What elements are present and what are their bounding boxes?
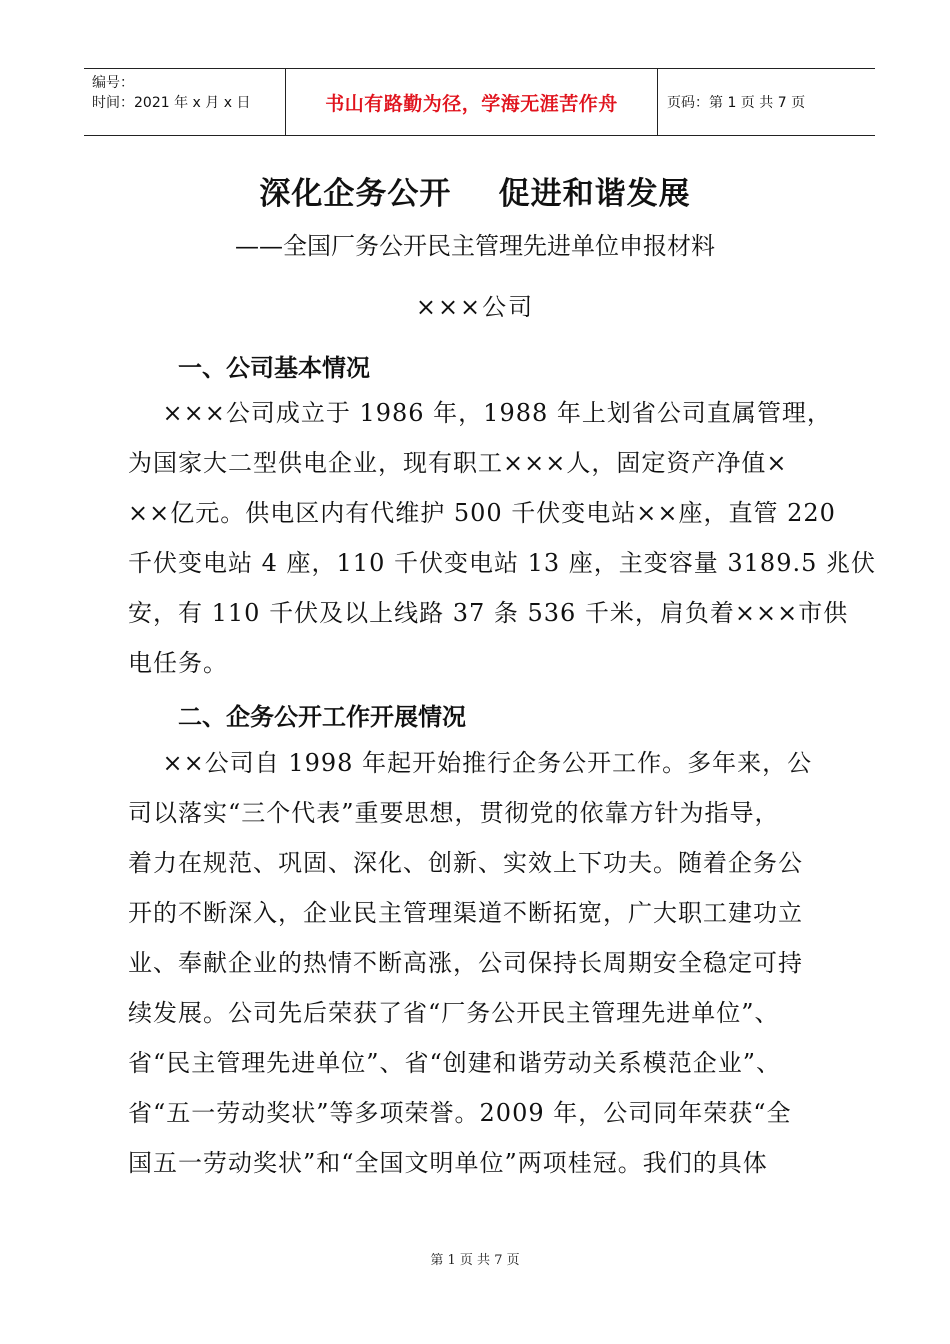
- paragraph-line: 开的不断深入，企业民主管理渠道不断拓宽，广大职工建功立: [128, 899, 803, 927]
- paragraph-line: 省“五一劳动奖状”等多项荣誉。2009 年，公司同年荣获“全: [128, 1099, 792, 1127]
- paragraph-line: ×××公司成立于 1986 年，1988 年上划省公司直属管理，: [128, 399, 832, 427]
- paragraph-line: 千伏变电站 4 座，110 千伏变电站 13 座，主变容量 3189.5 兆伏: [128, 549, 876, 577]
- document-header-table: [84, 68, 875, 136]
- paragraph-line: 司以落实“三个代表”重要思想，贯彻党的依靠方针为指导，: [128, 799, 780, 827]
- document-subtitle: ——全国厂务公开民主管理先进单位申报材料: [235, 232, 715, 260]
- time-label: 时间：2021 年 x 月 x 日: [92, 95, 251, 111]
- header-motto-cell: [286, 69, 658, 135]
- paragraph-line: 国五一劳动奖状”和“全国文明单位”两项桂冠。我们的具体: [128, 1149, 768, 1177]
- paragraph-line: 电任务。: [128, 649, 228, 677]
- paragraph-line: 续发展。公司先后荣获了省“厂务公开民主管理先进单位”、: [128, 999, 780, 1027]
- company-name: ×××公司: [415, 293, 535, 321]
- paragraph-line: 为国家大二型供电企业，现有职工×××人，固定资产净值×: [128, 449, 788, 477]
- paragraph-line: 业、奉献企业的热情不断高涨，公司保持长周期安全稳定可持: [128, 949, 803, 977]
- paragraph-line: 省“民主管理先进单位”、省“创建和谐劳动关系模范企业”、: [128, 1049, 782, 1077]
- paragraph-line: 安，有 110 千伏及以上线路 37 条 536 千米，肩负着×××市供: [128, 599, 849, 627]
- header-page-cell: [658, 69, 875, 135]
- section-heading-disclosure-work: 二、企务公开工作开展情况: [178, 703, 466, 731]
- document-title: 深化企务公开 促进和谐发展: [259, 176, 691, 212]
- section-heading-basic-info: 一、公司基本情况: [178, 354, 370, 382]
- page-label: 页码：第 1 页 共 7 页: [667, 95, 806, 111]
- page-footer: 第 1 页 共 7 页: [430, 1253, 520, 1268]
- paragraph-line: ××亿元。供电区内有代维护 500 千伏变电站××座，直管 220: [128, 499, 836, 527]
- paragraph-line: ××公司自 1998 年起开始推行企务公开工作。多年来，公: [128, 749, 813, 777]
- motto-text: 书山有路勤为径，学海无涯苦作舟: [325, 92, 618, 115]
- number-label: 编号：: [92, 75, 134, 91]
- header-meta-cell: [84, 69, 286, 135]
- paragraph-line: 着力在规范、巩固、深化、创新、实效上下功夫。随着企务公: [128, 849, 803, 877]
